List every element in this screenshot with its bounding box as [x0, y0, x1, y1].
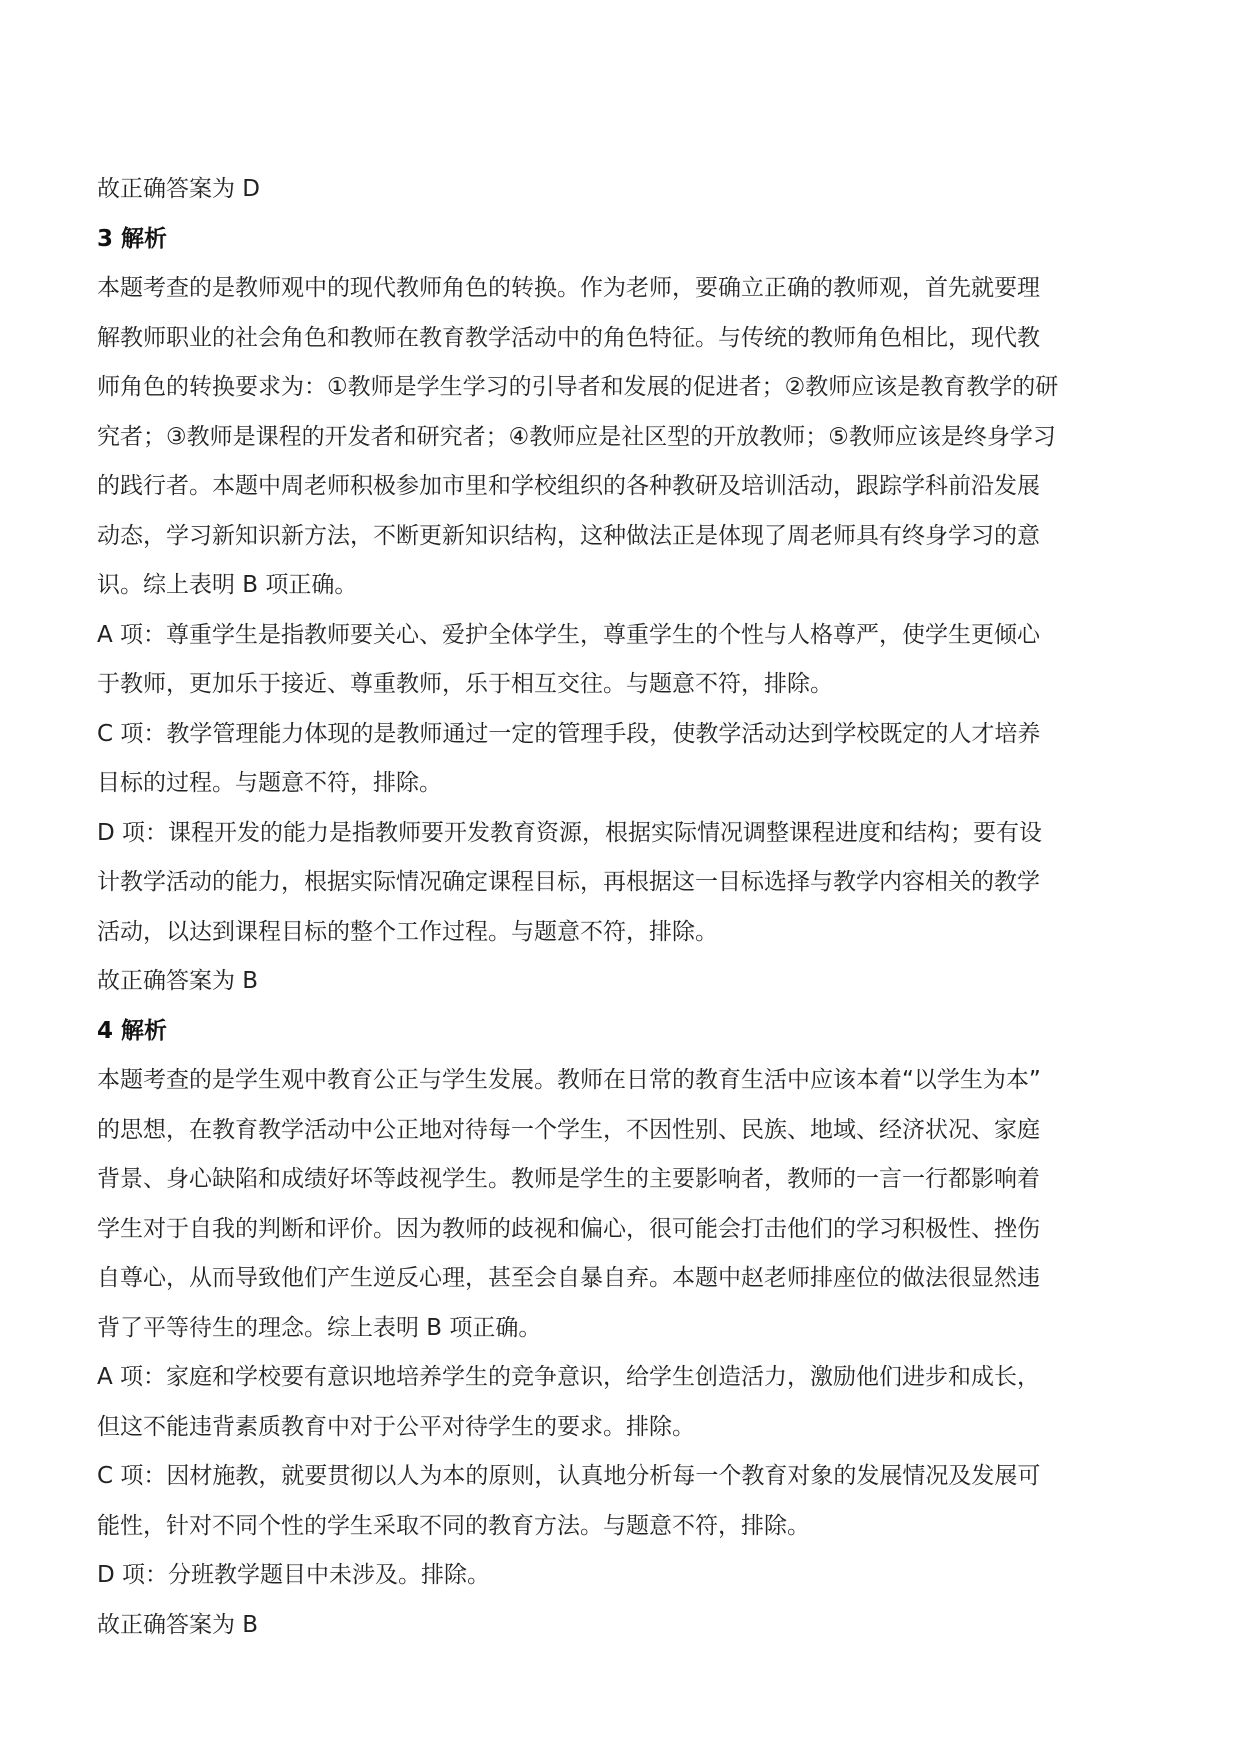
text-line: C 项：因材施教，就要贯彻以人为本的原则，认真地分析每一个教育对象的发展情况及发展可: [97, 1463, 1041, 1489]
text-line: 的思想，在教育教学活动中公正地对待每一个学生，不因性别、民族、地域、经济状况、家庭: [97, 1116, 1040, 1143]
text-line: 故正确答案为 B: [97, 1611, 259, 1638]
text-line: 学生对于自我的判断和评价。因为教师的歧视和偏心，很可能会打击他们的学习积极性、挫伤: [97, 1215, 1040, 1242]
text-line: 但这不能违背素质教育中对于公平对待学生的要求。排除。: [97, 1413, 695, 1440]
section-heading: 4 解析: [97, 1017, 168, 1044]
text-line: 目标的过程。与题意不符，排除。: [97, 770, 442, 796]
text-line: 故正确答案为 B: [97, 968, 259, 994]
text-line: A 项：尊重学生是指教师要关心、爱护全体学生，尊重学生的个性与人格尊严，使学生更倾心: [97, 621, 1041, 648]
text-line: 背景、身心缺陷和成绩好坏等歧视学生。教师是学生的主要影响者，教师的一言一行都影响着: [97, 1166, 1040, 1192]
text-line: 本题考查的是学生观中教育公正与学生发展。教师在日常的教育生活中应该本着“以学生为本”: [97, 1067, 1041, 1093]
text-line: 的践行者。本题中周老师积极参加市里和学校组织的各种教研及培训活动，跟踪学科前沿发展: [97, 473, 1040, 499]
text-line: 于教师，更加乐于接近、尊重教师，乐于相互交往。与题意不符，排除。: [97, 671, 833, 697]
text-line: D 项：课程开发的能力是指教师要开发教育资源，根据实际情况调整课程进度和结构；要有设: [97, 819, 1043, 846]
text-line: 计教学活动的能力，根据实际情况确定课程目标，再根据这一目标选择与教学内容相关的教学: [97, 869, 1040, 895]
answer-section: [97, 215, 1157, 1007]
section-heading: 3 解析: [97, 225, 168, 252]
text-line: 背了平等待生的理念。综上表明 B 项正确。: [97, 1314, 542, 1341]
text-line: 识。综上表明 B 项正确。: [97, 572, 358, 598]
answer-section: [97, 1007, 1157, 1651]
text-line: 活动，以达到课程目标的整个工作过程。与题意不符，排除。: [97, 918, 718, 945]
answer-section: [97, 165, 1157, 215]
text-line: C 项：教学管理能力体现的是教师通过一定的管理手段，使教学活动达到学校既定的人才培养: [97, 720, 1041, 747]
document-body: [97, 165, 1157, 1650]
text-line: A 项：家庭和学校要有意识地培养学生的竞争意识，给学生创造活力，激励他们进步和成长，: [97, 1364, 1041, 1390]
text-line: 自尊心，从而导致他们产生逆反心理，甚至会自暴自弃。本题中赵老师排座位的做法很显然违: [97, 1265, 1040, 1291]
text-line: 解教师职业的社会角色和教师在教育教学活动中的角色特征。与传统的教师角色相比，现代教: [97, 324, 1040, 351]
text-line: D 项：分班教学题目中未涉及。排除。: [97, 1562, 491, 1588]
text-line: 师角色的转换要求为：①教师是学生学习的引导者和发展的促进者；②教师应该是教育教学的研: [97, 374, 1059, 400]
text-line: 动态，学习新知识新方法，不断更新知识结构，这种做法正是体现了周老师具有终身学习的意: [97, 522, 1040, 549]
text-line: 故正确答案为 D: [97, 176, 261, 202]
text-line: 本题考查的是教师观中的现代教师角色的转换。作为老师，要确立正确的教师观，首先就要理: [97, 275, 1040, 301]
text-line: 能性，针对不同个性的学生采取不同的教育方法。与题意不符，排除。: [97, 1512, 810, 1539]
text-line: 究者；③教师是课程的开发者和研究者；④教师应是社区型的开放教师；⑤教师应该是终身学习: [97, 423, 1056, 450]
